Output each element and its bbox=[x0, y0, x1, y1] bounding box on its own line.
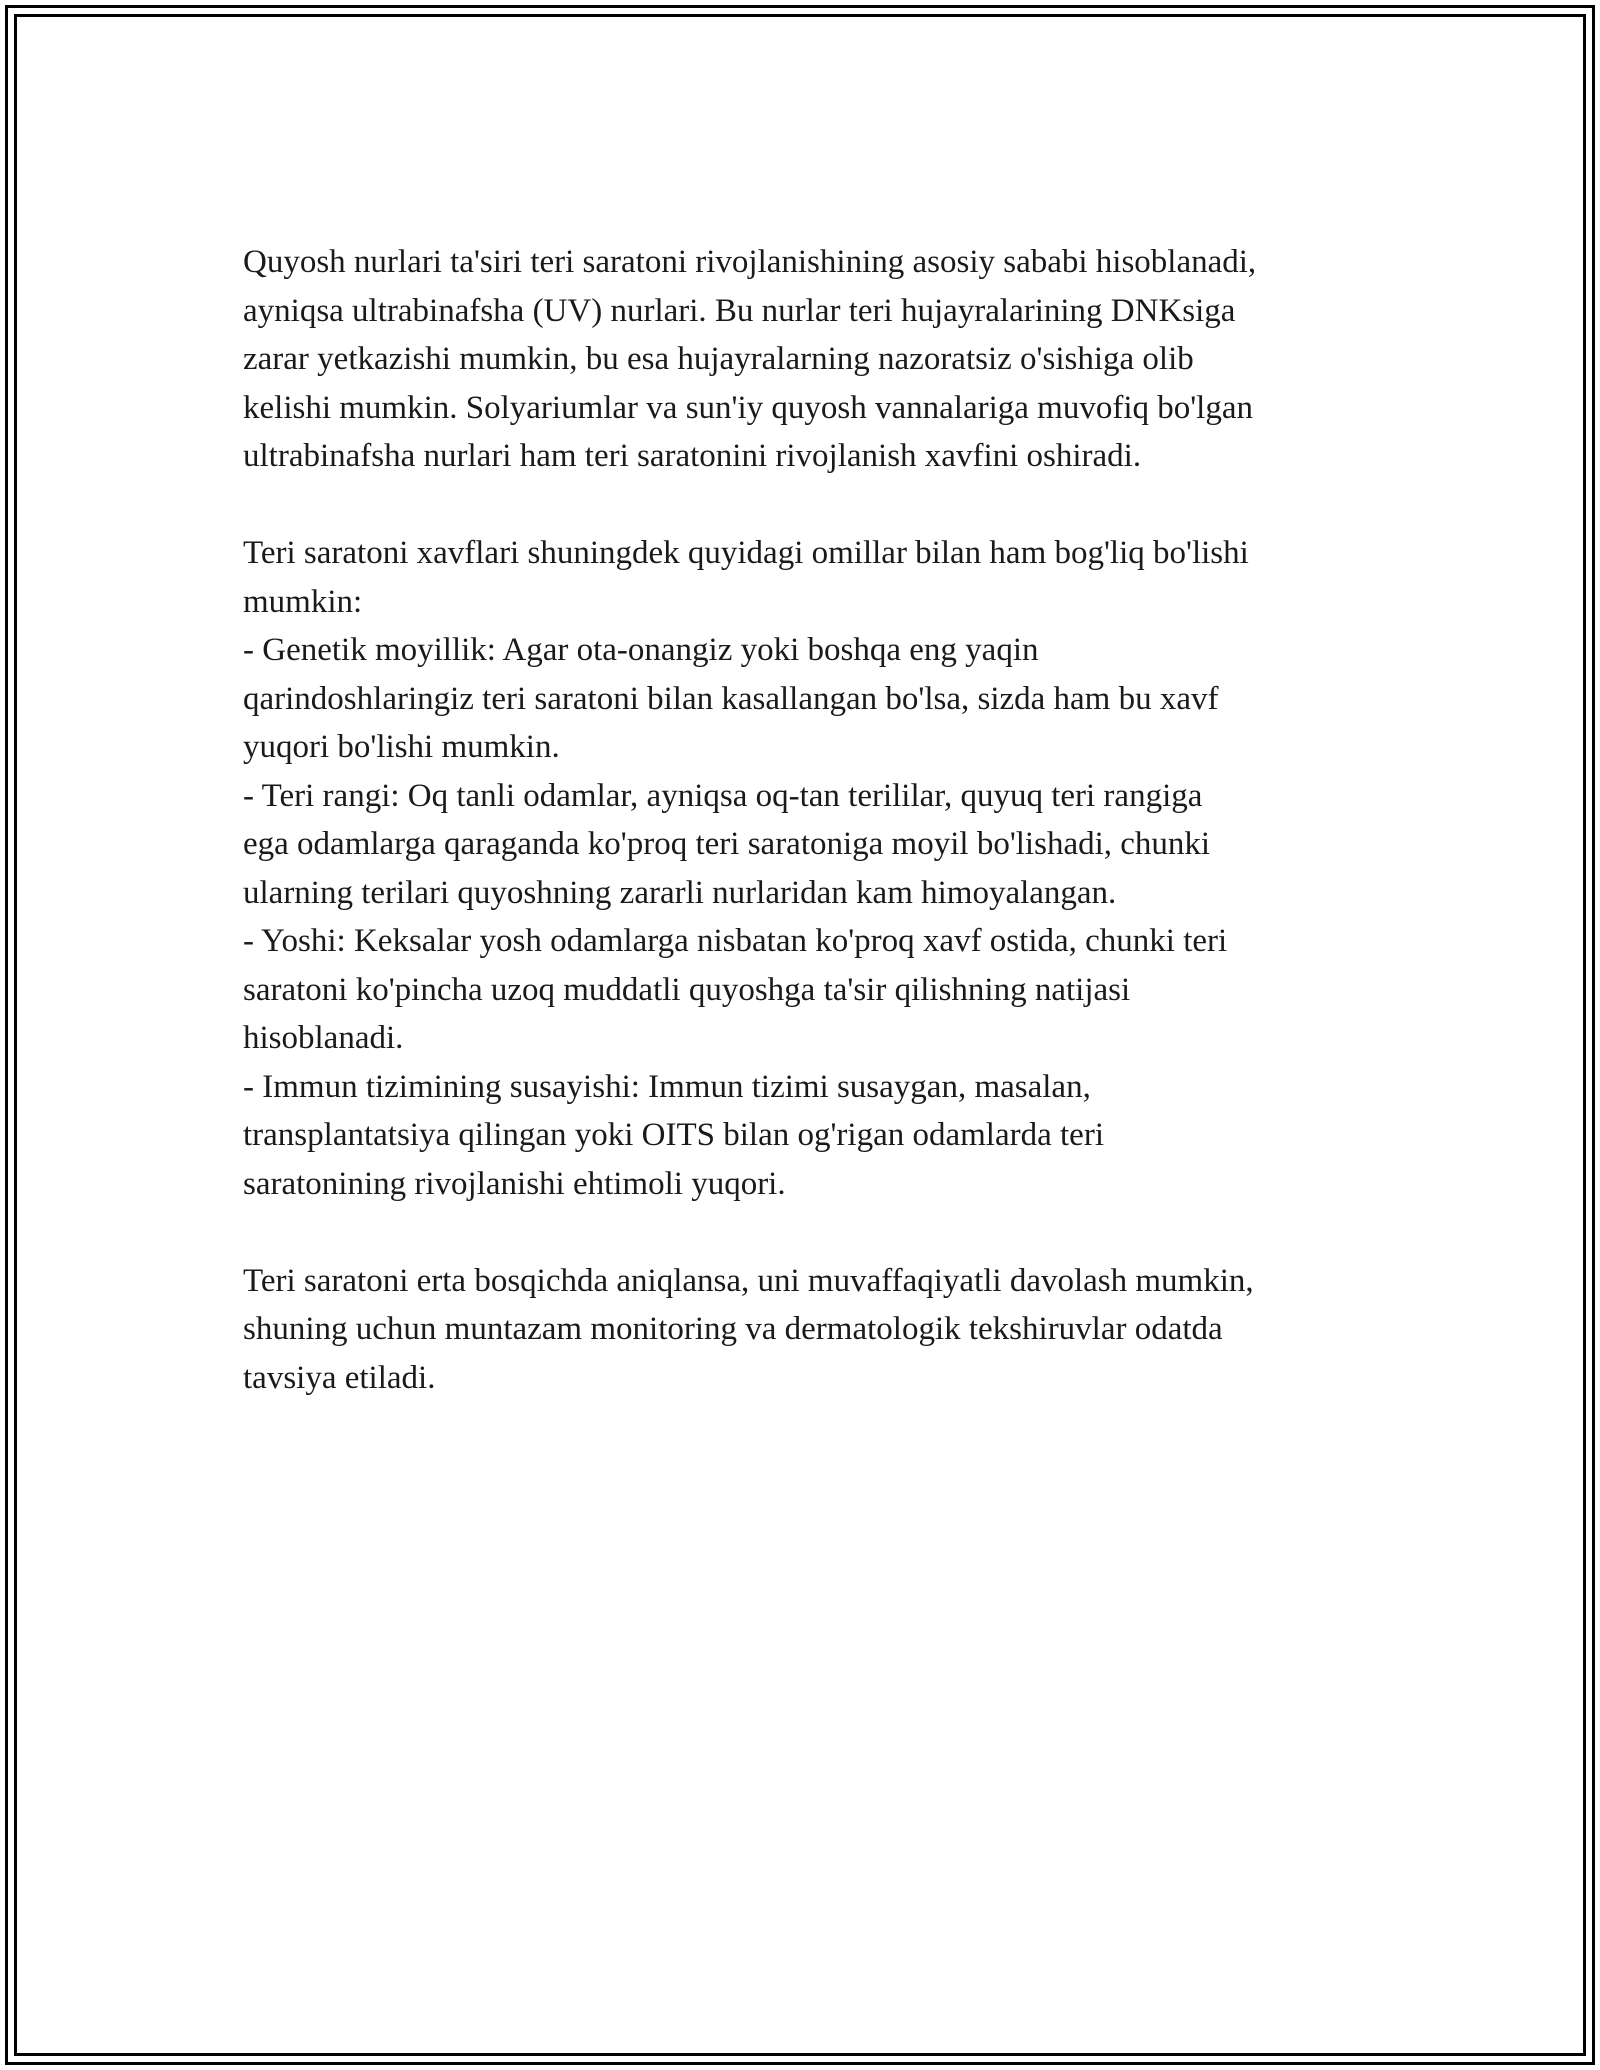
paragraph-early-detection bbox=[243, 1257, 1393, 1403]
list-item-age: - Yoshi: Keksalar yosh odamlarga nisbatan ko'proq xavf ostida, chunki teri bbox=[243, 923, 1228, 959]
text-line: ultrabinafsha nurlari ham teri saratonini rivojlanish xavfini oshiradi. bbox=[243, 438, 1142, 474]
text-line: Teri saratoni erta bosqichda aniqlansa, uni muvaffaqiyatli davolash mumkin, bbox=[243, 1262, 1254, 1299]
text-line: Teri saratoni xavflari shuningdek quyidagi omillar bilan ham bog'liq bo'lishi bbox=[243, 535, 1249, 571]
text-line: saratonining rivojlanishi ehtimoli yuqori. bbox=[243, 1165, 786, 1202]
paragraph-uv-causes bbox=[243, 238, 1393, 481]
paragraph-gap bbox=[243, 481, 1393, 530]
text-line: zarar yetkazishi mumkin, bu esa hujayralarning nazoratsiz o'sishiga olib bbox=[243, 341, 1194, 377]
text-line: ega odamlarga qaraganda ko'proq teri saratoniga moyil bo'lishadi, chunki bbox=[243, 826, 1211, 862]
text-line: transplantatsiya qilingan yoki OITS bilan og'rigan odamlarda teri bbox=[243, 1117, 1104, 1153]
text-line: qarindoshlaringiz teri saratoni bilan kasallangan bo'lsa, sizda ham bu xavf bbox=[243, 680, 1219, 717]
text-line: ularning terilari quyoshning zararli nurlaridan kam himoyalangan. bbox=[243, 874, 1117, 911]
document-body bbox=[243, 238, 1393, 1402]
list-item-skin-color: - Teri rangi: Oq tanli odamlar, ayniqsa oq-tan terililar, quyuq teri rangiga bbox=[243, 777, 1203, 814]
text-line: hisoblanadi. bbox=[243, 1020, 404, 1056]
text-line: mumkin: bbox=[243, 583, 363, 620]
text-line: Quyosh nurlari ta'siri teri saratoni rivojlanishining asosiy sababi hisoblanadi, bbox=[243, 244, 1257, 280]
list-item-immune: - Immun tizimining susayishi: Immun tizimi susaygan, masalan, bbox=[243, 1068, 1091, 1105]
list-item-genetic: - Genetik moyillik: Agar ota-onangiz yoki boshqa eng yaqin bbox=[243, 632, 1039, 668]
page-frame bbox=[5, 5, 1595, 2065]
paragraph-risk-factors bbox=[243, 529, 1393, 1208]
paragraph-gap bbox=[243, 1208, 1393, 1257]
text-line: yuqori bo'lishi mumkin. bbox=[243, 729, 560, 765]
text-line: tavsiya etiladi. bbox=[243, 1359, 436, 1396]
text-line: kelishi mumkin. Solyariumlar va sun'iy quyosh vannalariga muvofiq bo'lgan bbox=[243, 389, 1253, 426]
text-line: saratoni ko'pincha uzoq muddatli quyoshga ta'sir qilishning natijasi bbox=[243, 971, 1131, 1008]
text-line: ayniqsa ultrabinafsha (UV) nurlari. Bu nurlar teri hujayralarining DNKsiga bbox=[243, 292, 1236, 329]
text-line: shuning uchun muntazam monitoring va dermatologik tekshiruvlar odatda bbox=[243, 1311, 1223, 1347]
